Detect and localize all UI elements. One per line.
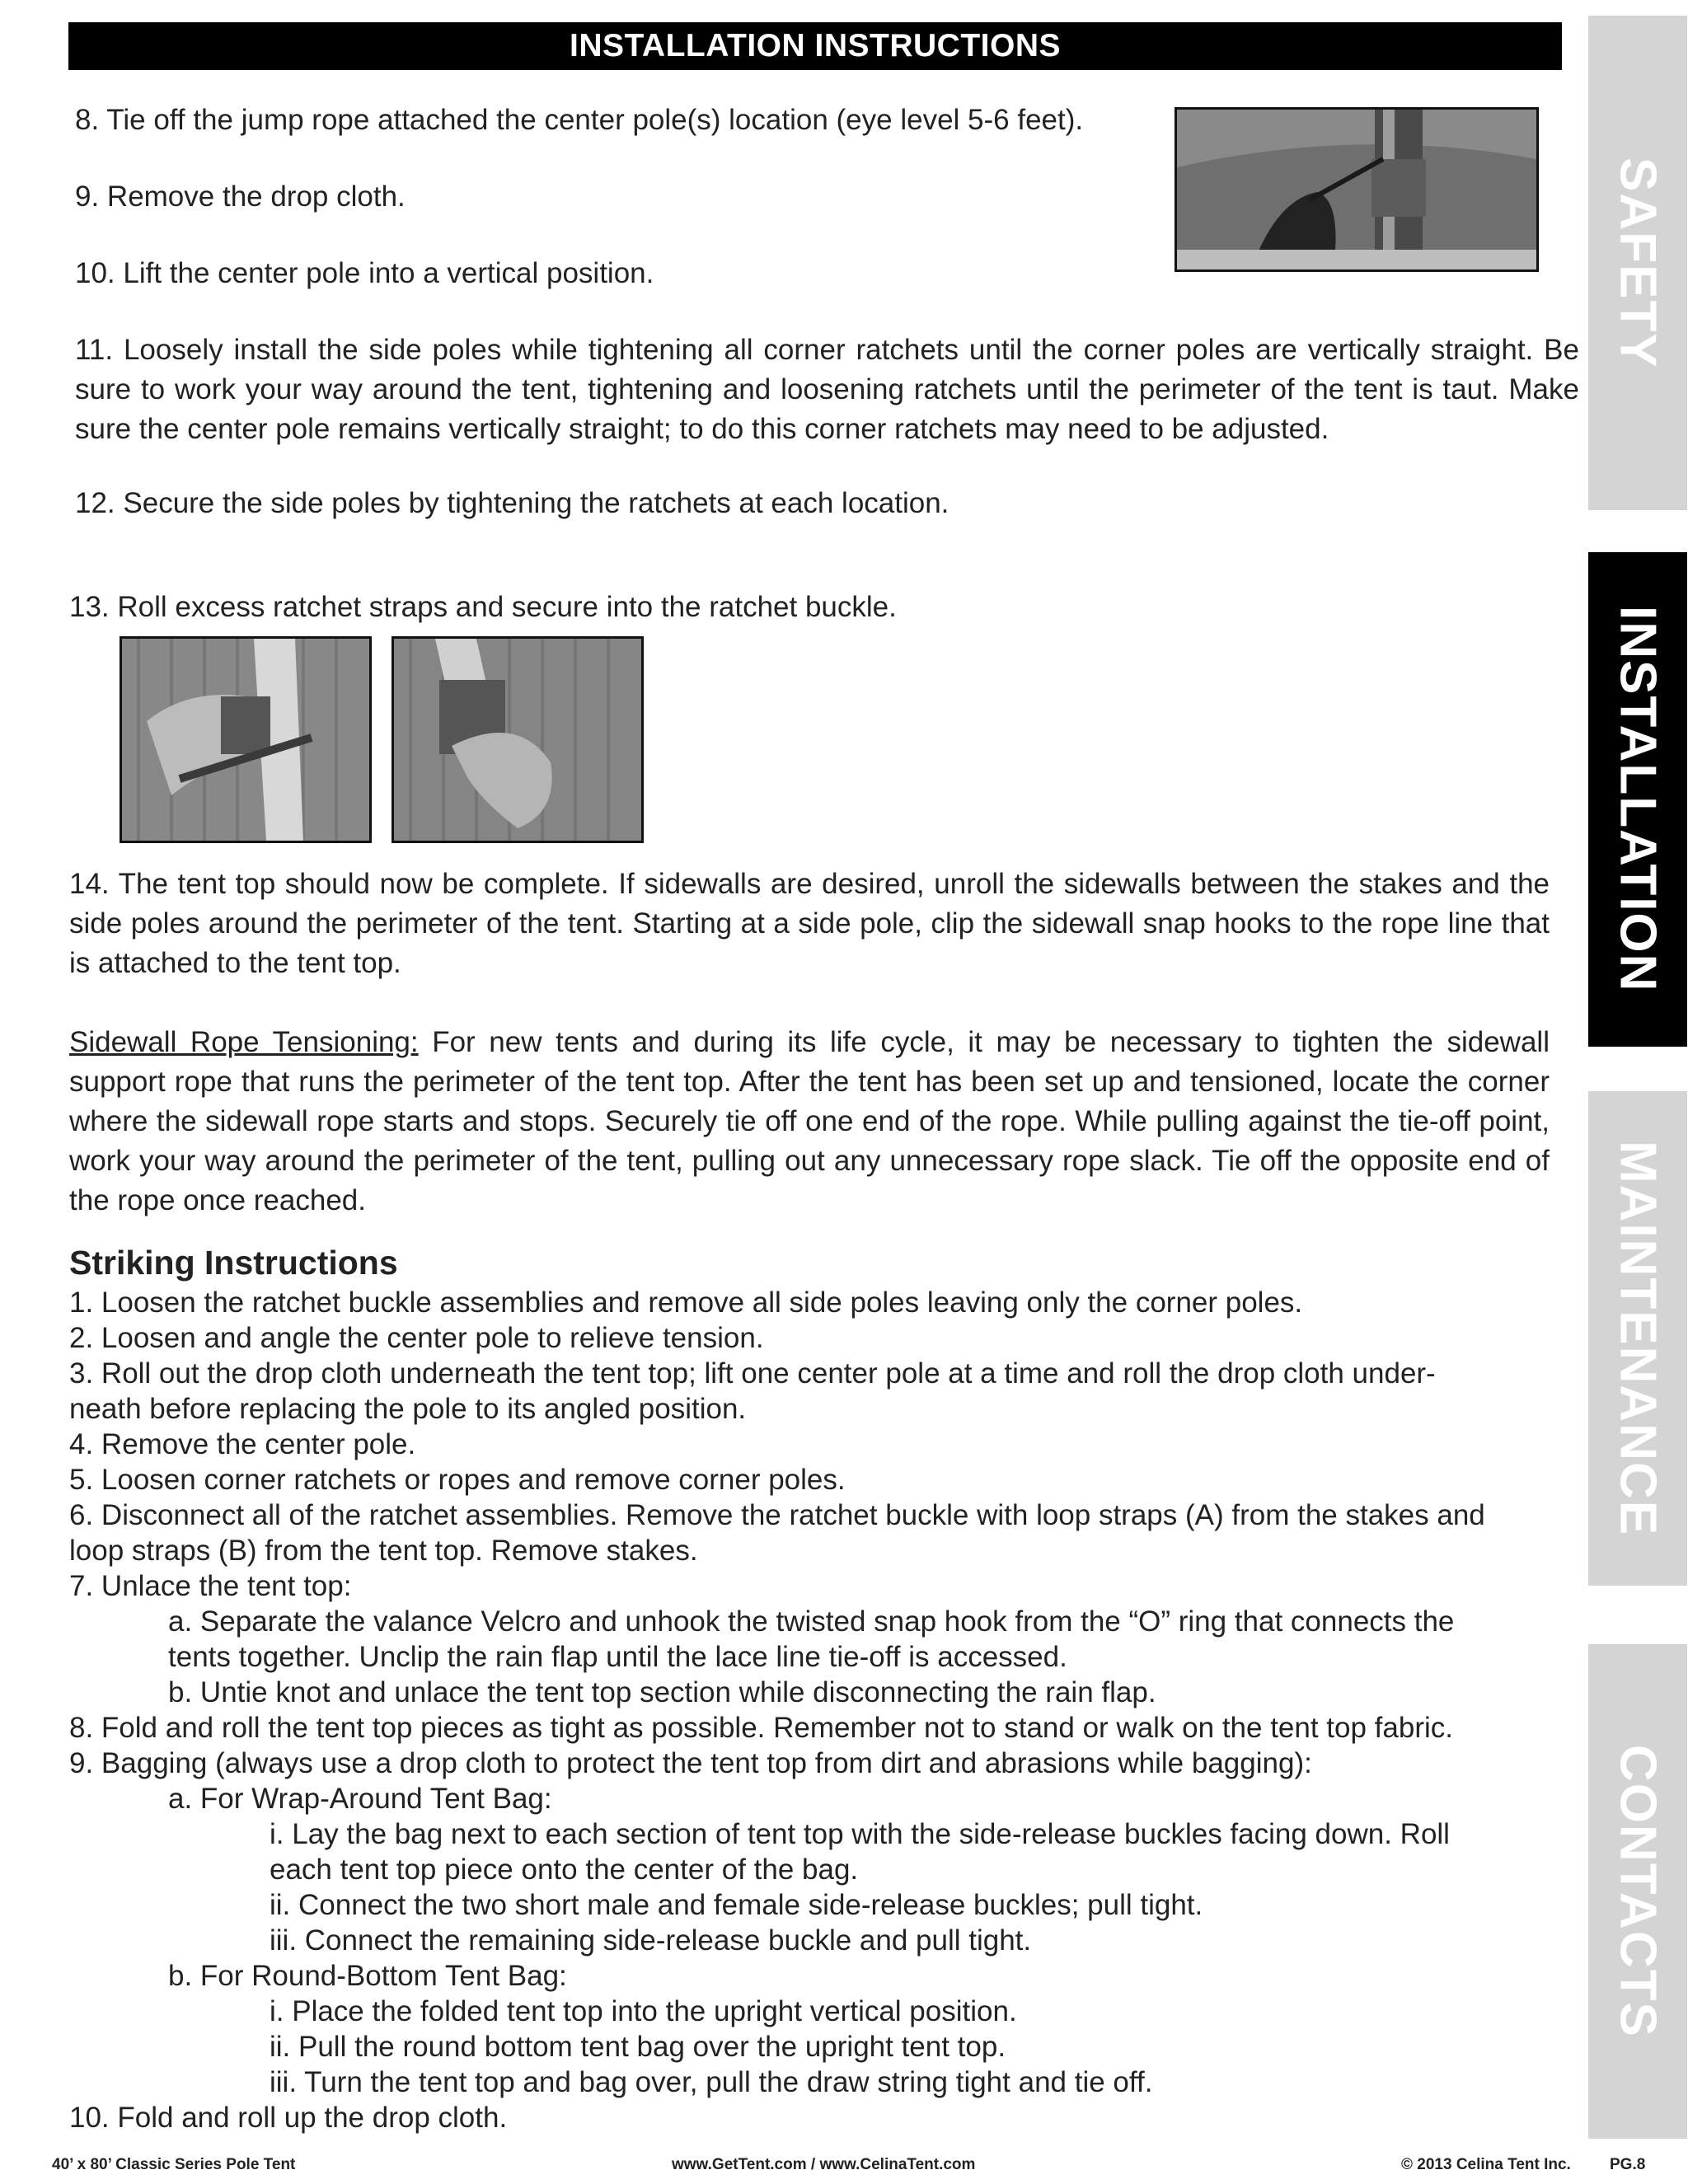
step-10: 10. Lift the center pole into a vertical position.: [75, 257, 654, 289]
footer-page-number: PG.8: [1610, 2156, 1646, 2173]
list-item: 10. Fold and roll up the drop cloth.: [69, 2102, 508, 2134]
list-item: 3. Roll out the drop cloth underneath the tent top; lift one center pole at a time and roll the drop cloth under-: [69, 1357, 1436, 1390]
ratchet-strap-photo-2: [392, 636, 644, 843]
step-12: 12. Secure the side poles by tightening the ratchets at each location.: [75, 487, 950, 519]
list-item: loop straps (B) from the tent top. Remove stakes.: [69, 1535, 698, 1567]
page-title: INSTALLATION INSTRUCTIONS: [68, 22, 1562, 70]
list-item: i. Place the folded tent top into the upright vertical position.: [270, 1995, 1017, 2027]
list-item: iii. Turn the tent top and bag over, pull the draw string tight and tie off.: [270, 2066, 1153, 2098]
step-14: 14. The tent top should now be complete. If sidewalls are desired, unroll the sidewalls between the stakes and the side poles around the perimeter of the tent. Starting at a side pole, clip the sidewall snap hooks to the rope line that is attached to the tent top.: [69, 868, 1550, 979]
tab-contacts-label: CONTACTS: [1609, 1745, 1667, 2038]
list-item: b. For Round-Bottom Tent Bag:: [168, 1960, 567, 1992]
tab-contacts[interactable]: [1588, 1644, 1687, 2139]
list-item: 2. Loosen and angle the center pole to relieve tension.: [69, 1322, 764, 1354]
step-8: 8. Tie off the jump rope attached the center pole(s) location (eye level 5-6 feet).: [75, 104, 1084, 136]
step-13: 13. Roll excess ratchet straps and secure into the ratchet buckle.: [69, 591, 897, 623]
tab-maintenance-label: MAINTENANCE: [1609, 1140, 1667, 1537]
list-item: neath before replacing the pole to its angled position.: [69, 1393, 747, 1425]
list-item: 1. Loosen the ratchet buckle assemblies and remove all side poles leaving only the corner poles.: [69, 1286, 1303, 1319]
list-item: iii. Connect the remaining side-release buckle and pull tight.: [270, 1924, 1032, 1957]
ratchet-strap-photo-1: [120, 636, 372, 843]
sidewall-body: For new tents and during its life cycle, it may be necessary to tighten the sidewall support rope that runs the perimeter of the tent top. After the tent has been set up and tensioned, locate the corner where the sidewall rope starts and stops. Securely tie off one end of the rope. While pulling against the tie-off point, work your way around the perimeter of the tent, pulling out any unnecessary rope slack. Tie off the opposite end of the rope once reached.: [69, 1026, 1550, 1216]
tab-installation-label: INSTALLATION: [1609, 606, 1667, 993]
tab-safety[interactable]: [1588, 16, 1687, 510]
tab-installation[interactable]: [1588, 552, 1687, 1047]
list-item: 5. Loosen corner ratchets or ropes and remove corner poles.: [69, 1464, 846, 1496]
list-item: 8. Fold and roll the tent top pieces as tight as possible. Remember not to stand or walk on the tent top fabric.: [69, 1712, 1453, 1744]
list-item: tents together. Unclip the rain flap until the lace line tie-off is accessed.: [168, 1641, 1067, 1673]
list-item: 7. Unlace the tent top:: [69, 1570, 352, 1602]
list-item: 4. Remove the center pole.: [69, 1428, 416, 1460]
footer-websites[interactable]: www.GetTent.com / www.CelinaTent.com: [672, 2156, 976, 2173]
footer-product: 40’ x 80’ Classic Series Pole Tent: [52, 2156, 296, 2173]
list-item: a. For Wrap-Around Tent Bag:: [168, 1783, 552, 1815]
sidewall-heading: Sidewall Rope Tensioning:: [69, 1026, 419, 1058]
sidewall-paragraph: [69, 1023, 1550, 1221]
tab-maintenance[interactable]: [1588, 1091, 1687, 1586]
striking-title: Striking Instructions: [69, 1244, 398, 1282]
tab-safety-label: SAFETY: [1609, 157, 1667, 369]
list-item: 9. Bagging (always use a drop cloth to protect the tent top from dirt and abrasions while bagging):: [69, 1747, 1312, 1779]
list-item: i. Lay the bag next to each section of tent top with the side-release buckles facing down. Roll: [270, 1818, 1450, 1850]
list-item: b. Untie knot and unlace the tent top section while disconnecting the rain flap.: [168, 1676, 1156, 1708]
center-pole-photo: [1175, 107, 1539, 272]
list-item: a. Separate the valance Velcro and unhook the twisted snap hook from the “O” ring that connects the: [168, 1605, 1455, 1638]
list-item: each tent top piece onto the center of the bag.: [270, 1854, 859, 1886]
list-item: ii. Connect the two short male and female side-release buckles; pull tight.: [270, 1889, 1203, 1921]
step-9: 9. Remove the drop cloth.: [75, 180, 406, 213]
footer-copyright: © 2013 Celina Tent Inc.: [1401, 2156, 1571, 2173]
list-item: ii. Pull the round bottom tent bag over the upright tent top.: [270, 2031, 1006, 2063]
list-item: 6. Disconnect all of the ratchet assemblies. Remove the ratchet buckle with loop straps (A) from the stakes and: [69, 1499, 1485, 1531]
step-11: 11. Loosely install the side poles while tightening all corner ratchets until the corner poles are vertically straight. Be sure to work your way around the tent, tightening and loosening ratchets until the perimeter of the tent is taut. Make sure the center pole remains vertically straight; to do this corner ratchets may need to be adjusted.: [75, 334, 1579, 445]
